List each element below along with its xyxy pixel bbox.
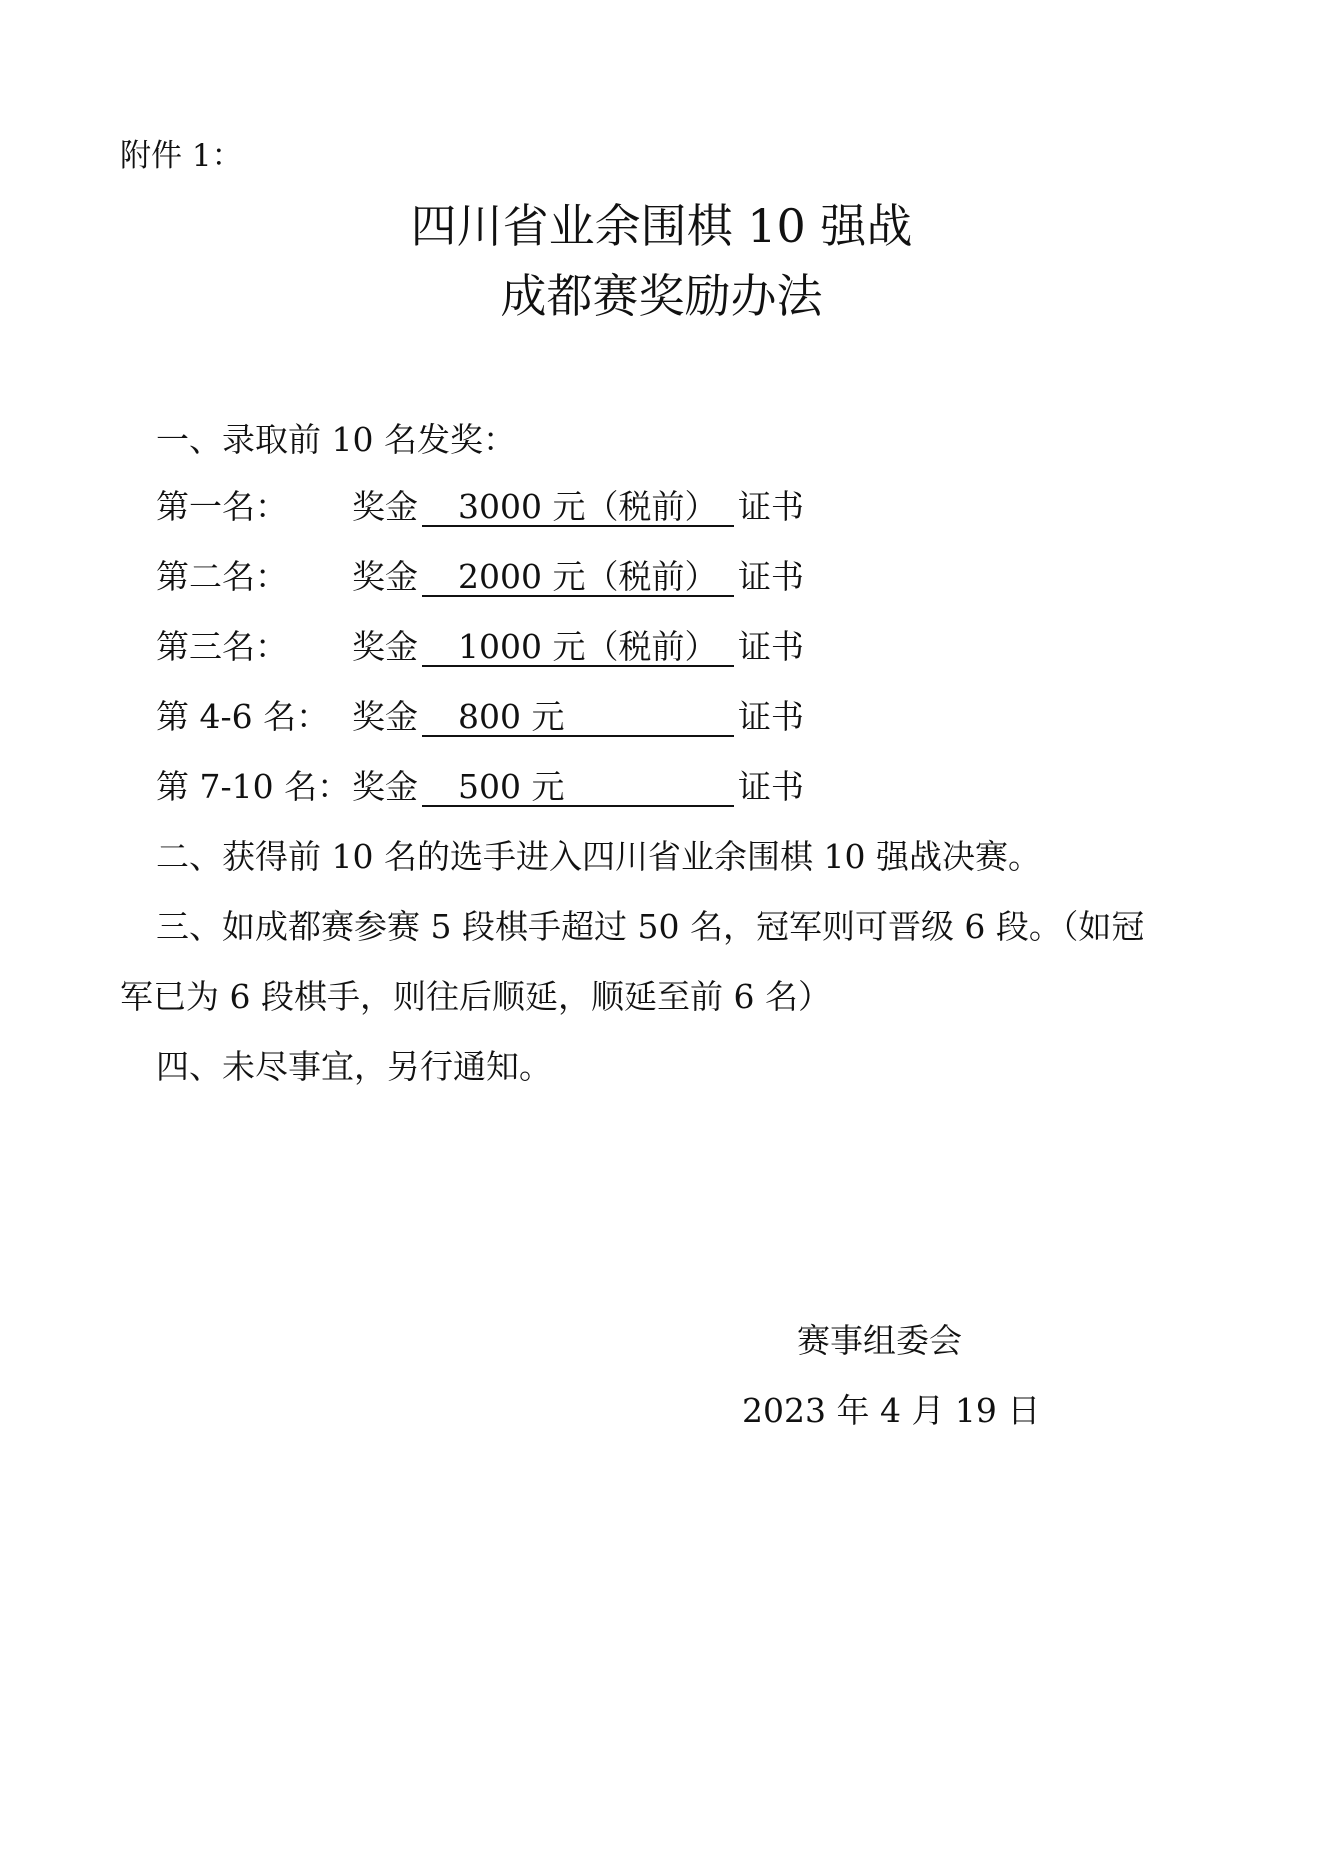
document-title-line2: 成都赛奖励办法: [500, 269, 823, 323]
organizer-signature: 赛事组委会: [797, 1321, 962, 1360]
prize-label: 奖金: [352, 697, 418, 736]
prize-label: 奖金: [352, 557, 418, 596]
prize-label: 奖金: [352, 627, 418, 666]
prize-amount: 1000 元（税前）: [422, 627, 734, 667]
prize-rank: 第 7-10 名：: [156, 767, 351, 806]
certificate-label: 证书: [738, 697, 804, 736]
certificate-label: 证书: [738, 627, 804, 666]
section4-text: 四、未尽事宜，另行通知。: [156, 1047, 552, 1086]
prize-rank: 第三名：: [156, 627, 288, 666]
certificate-label: 证书: [738, 487, 804, 526]
prize-amount: 800 元: [422, 697, 734, 737]
section2-text: 二、获得前 10 名的选手进入四川省业余围棋 10 强战决赛。: [156, 837, 1041, 876]
prize-rank: 第 4-6 名：: [156, 697, 330, 736]
prize-rank: 第二名：: [156, 557, 288, 596]
document-title-line1: 四川省业余围棋 10 强战: [410, 199, 913, 253]
prize-amount: 2000 元（税前）: [422, 557, 734, 597]
prize-label: 奖金: [352, 487, 418, 526]
certificate-label: 证书: [738, 767, 804, 806]
prize-label: 奖金: [352, 767, 418, 806]
attachment-label: 附件 1：: [120, 138, 243, 174]
prize-amount: 3000 元（税前）: [422, 487, 734, 527]
prize-rank: 第一名：: [156, 487, 288, 526]
section3-line1: 三、如成都赛参赛 5 段棋手超过 50 名，冠军则可晋级 6 段。（如冠: [156, 907, 1145, 946]
section3-line2: 军已为 6 段棋手，则往后顺延，顺延至前 6 名）: [120, 977, 831, 1016]
certificate-label: 证书: [738, 557, 804, 596]
section1-heading: 一、录取前 10 名发奖：: [156, 420, 516, 459]
prize-amount: 500 元: [422, 767, 734, 807]
document-date: 2023 年 4 月 19 日: [742, 1391, 1041, 1430]
